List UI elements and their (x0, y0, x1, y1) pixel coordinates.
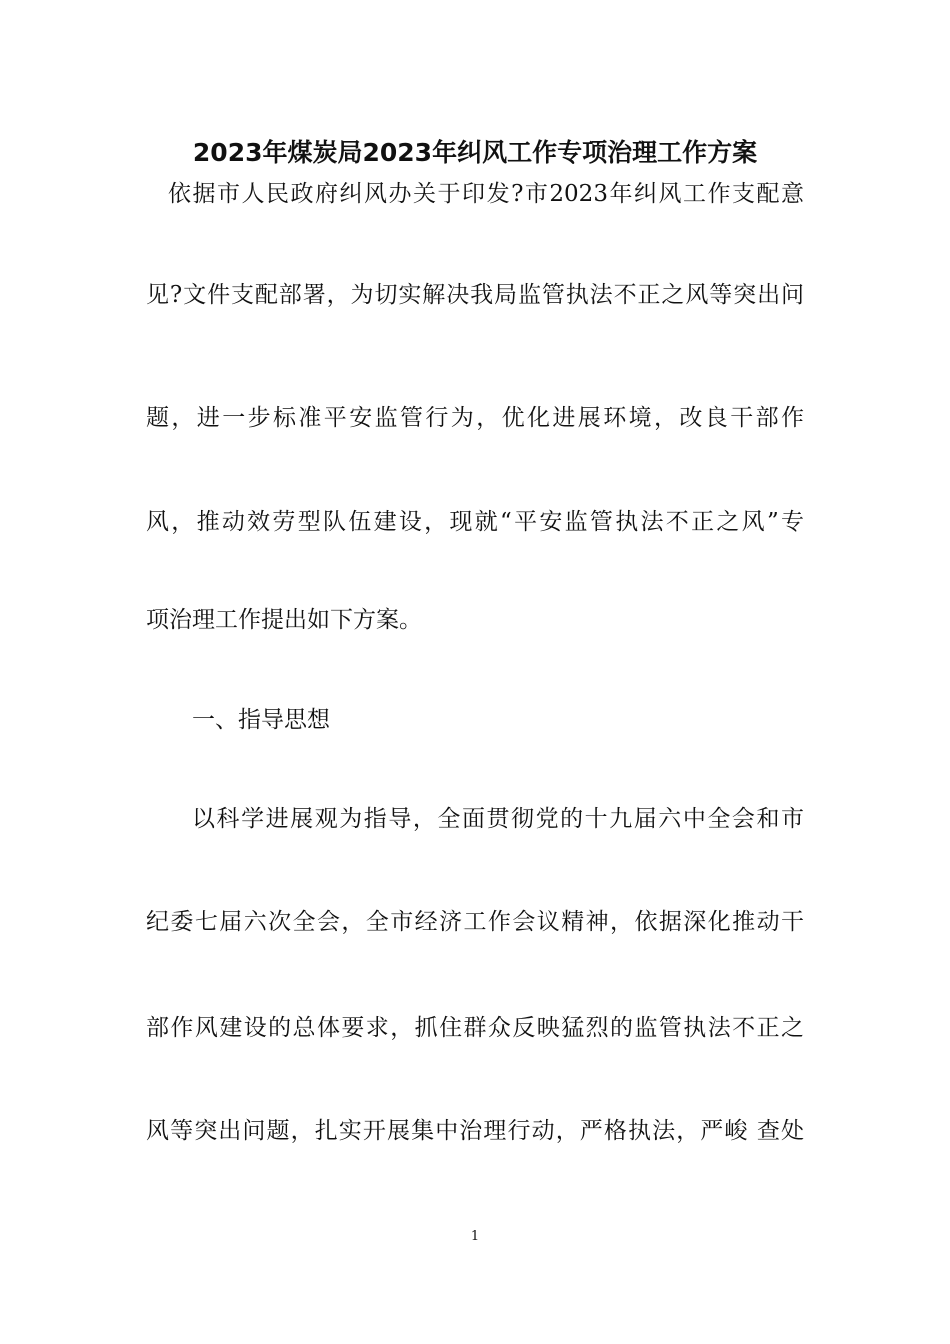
section-1-heading: 一、指导思想 (192, 707, 330, 733)
paragraph-2-line-2: 纪委七届六次全会，全市经济工作会议精神，依据深化推动干 (146, 909, 804, 935)
page-number: 1 (470, 1229, 480, 1244)
paragraph-1-line-4: 风，推动效劳型队伍建设，现就“平安监管执法不正之风”专 (146, 509, 804, 535)
paragraph-1-line-5: 项治理工作提出如下方案。 (146, 607, 422, 633)
paragraph-1-line-3: 题，进一步标准平安监管行为，优化进展环境，改良干部作 (146, 405, 804, 431)
paragraph-2-line-3: 部作风建设的总体要求，抓住群众反映猛烈的监管执法不正之 (146, 1015, 804, 1041)
paragraph-1-line-2: 见?文件支配部署，为切实解决我局监管执法不正之风等突出问 (146, 282, 804, 308)
document-title: 2023年煤炭局2023年纠风工作专项治理工作方案 (192, 138, 758, 167)
paragraph-2-line-1: 以科学进展观为指导，全面贯彻党的十九届六中全会和市 (192, 806, 804, 832)
paragraph-1-line-1: 依据市人民政府纠风办关于印发?市2023年纠风工作支配意 (168, 181, 804, 207)
paragraph-2-line-4: 风等突出问题，扎实开展集中治理行动，严格执法，严峻 查处 (146, 1118, 804, 1144)
